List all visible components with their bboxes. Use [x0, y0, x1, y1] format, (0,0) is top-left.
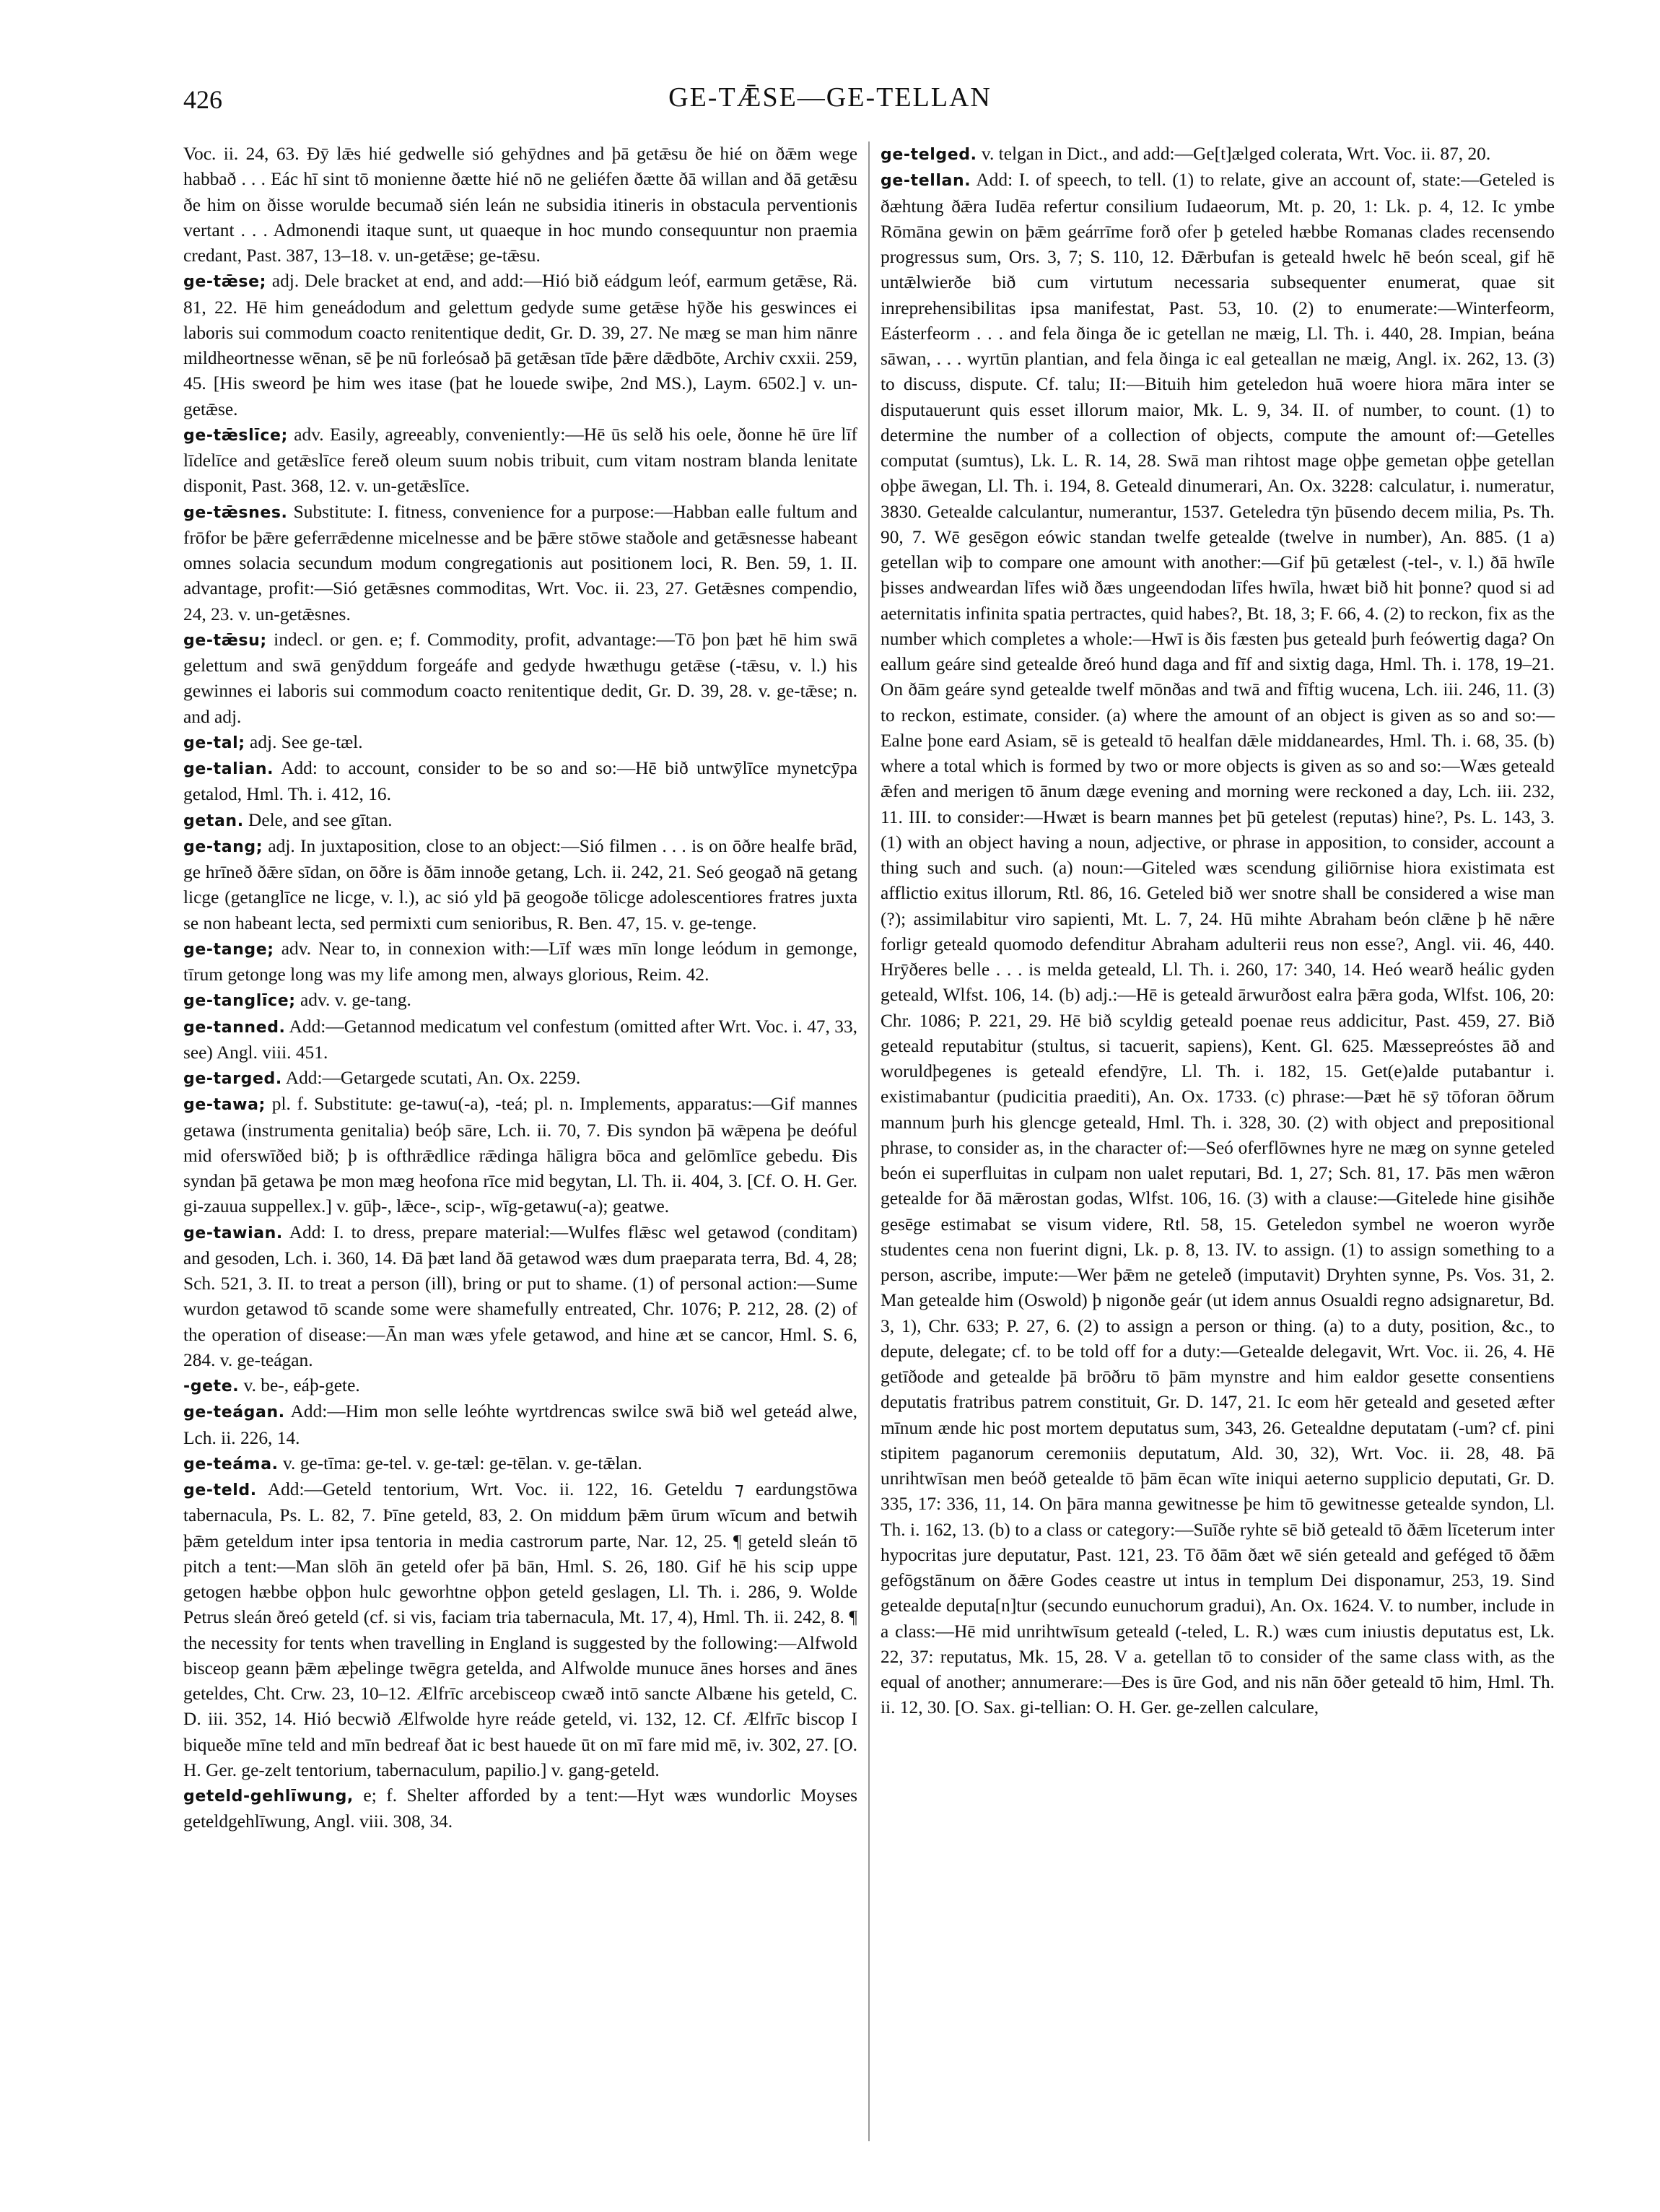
entry-text: v. telgan in Dict., and add:—Ge[t]ælged colerata, Wrt. Voc. ii. 87, 20. [977, 144, 1491, 164]
dictionary-entry [183, 1783, 857, 1835]
entry-text: Add:—Getannod medicatum vel confestum (omitted after Wrt. Voc. i. 47, 33, see) Angl. viii. 451. [183, 1016, 857, 1063]
page-number: 426 [183, 85, 222, 114]
entry-headword: ge-tǣse; [183, 273, 266, 292]
entry-text: Add:—Getargede scutati, An. Ox. 2259. [281, 1068, 581, 1088]
entry-headword: ge-teld. [183, 1481, 257, 1499]
dictionary-entry [183, 1451, 857, 1477]
dictionary-entry [183, 1399, 857, 1451]
entry-text: Add: to account, consider to be so and so:—Hē bið untwȳlīce mynetcȳpa getalod, Hml. Th. i. 412, 16. [183, 758, 857, 805]
entry-text: Add: I. of speech, to tell. (1) to relate, give an account of, state:—Geteled is ðæhtung ðǣra Iudēa refertur consilium Iudaeorum, Mt. p. 20, 1: Lk. p. 4, 12. Ic ymbe Rōmāna gewin on þǣm geárrīme forð ofer þ geteled hæbbe Romanas clades recensendo progressus sum, Ors. 3, 7; S. 110, 12. Ðǣrbufan is geteald hwelc hē beón sceal, gif hē untǣlwierðe bið cum virtutum necessaria subsequenter enumerat, quae sit inreprehensibilitas ipsa manifestat, Past. 53, 10. (2) to enumerate:—Winterfeorm, Eásterfeorm . . . and fela ðinga ðe ic getellan ne mæig, Ll. Th. i. 440, 28. Impian, beána sāwan, . . . wyrtūn plantian, and fela ðinga ic eal geteallan ne mæig, Angl. ix. 262, 13. (3) to discuss, dispute. Cf. talu; II:—Bituih him geteledon huā woere hiora māra inter se disputauerunt quis esset illorum maior, Mk. L. 9, 34. II. of number, to count. (1) to determine the number of a collection of objects, compute the amount of:—Getelles computat (sumtus), Lk. L. R. 14, 28. Swā man rihtost mage oþþe gemetan oþþe getellan oþþe āwegan, Ll. Th. i. 194, 8. Geteald dinumerari, An. Ox. 3228: calculatur, i. numeratur, 3830. Getealde calculantur, numerantur, 1537. Geteledra tȳn þūsendo decem milia, Ps. Th. 90, 7. Wē gesēgon eówic standan twelfe getealde (twelve in number), An. 885. (1 a) getellan wiþ to compare one amount with another:—Gif þū getælest (-tel-, v. l.) ðā hwīle þisses andweardan līfes wið ðæs ungeendodan līfes hwīla, hwæt bið hit þonne? quod si ad aeternitatis infinita spatia pertractes, quid habes?, Bt. 18, 3; F. 66, 4. (2) to reckon, fix as the number which completes a whole:—Hwī is ðis fæsten þus geteald þurh feówertig daga? On eallum geáre sind getealde ðreó hund daga and fīf and sixtig daga, Hml. Th. i. 178, 19–21. On ðām geáre synd getealde twelf mōnðas and twā and fīftig wucena, Lch. iii. 246, 11. (3) to reckon, estimate, consider. (a) where the amount of an object is given as so and so:—Ealne þone eard Asiam, sē is geteald tō healfan dǣle middaneardes, Hml. Th. i. 68, 35. (b) where a total which is formed by two or more objects is given as so and so:—Wæs geteald ǣfen and merigen tō ānum dæge evening and morning were reckoned a day, Lch. iii. 232, 11. III. to consider:—Hwæt is bearn mannes þet þū getelest (reputas) hine?, Ps. L. 143, 3. (1) with an object having a noun, adjective, or phrase in apposition, to consider, account a thing such and such. (a) noun:—Giteled wæs scendung giliōrnise hiora existimata est afflictio exitus illorum, Rtl. 86, 16. Geteled bið wer snotre shall be considered a wise man (?); assimilabitur viro sapienti, Mt. L. 7, 24. Hū mihte Abraham beón clǣne þ hē nǣre forligr geteald quomodo defenditur Abraham adulterii reus non esse?, Angl. vii. 46, 440. Hrȳðeres belle . . . is melda geteald, Ll. Th. i. 260, 17: 340, 14. Heó wearð heálic gyden geteald, Wlfst. 106, 14. (b) adj.:—Hē is geteald ārwurðost ealra þǣra goda, Wlfst. 106, 20: Chr. 1086; P. 221, 29. Hē bið scyldig geteald poenae reus addicitur, Past. 459, 27. Bið geteald reputabitur (stultus, si tacuerit, sapiens), Kent. Gl. 625. Mæssepreóstes āð and woruldþegenes is geteald efendȳre, Ll. Th. i. 182, 15. Get(e)alde putabantur i. existimabantur (pudicitia praediti), An. Ox. 1733. (c) phrase:—Þæt hē sȳ tōforan ōðrum mannum þurh his glencge geteald, Hml. Th. i. 328, 30. (2) with object and prepositional phrase, to consider as, in the character of:—Seó oferflōwnes hyre ne mæg on synne geteled beón ei superfluitas in culpam non ualet reputari, Bd. 1, 27; Sch. 81, 17. Þās men wǣron getealde for ðā mǣrostan godas, Wlfst. 106, 16. (3) with a clause:—Gitelede hine gisihðe gesēge estimabat se visum videre, Rtl. 58, 15. Geteledon symbel ne woeron wyrðe studentes cena non fuerint digni, Lk. p. 8, 13. IV. to assign. (1) to assign something to a person, ascribe, impute:—Wer þǣm ne geteleð (imputavit) Dryhten synne, Ps. Vos. 31, 2. Man getealde him (Oswold) þ nigonðe geár (ut idem annus Osualdi regno adsignaretur, Bd. 3, 1), Chr. 633; P. 27, 6. (2) to assign a person or thing. (a) to a duty, position, &c., to depute, delegate; cf. to be told off for a duty:—Getealde delegavit, Wrt. Voc. ii. 26, 4. Hē getīðode and getealde þā brōðru tō þām mynstre and him ealdor gesette consentiens deputatis fratribus patrem constituit, Gr. D. 147, 21. Ic eom hēr geteald and geseted æfter mīnum ænde hic post mortem deputatus sum, 343, 26. Getealdne deputatam (-um? cf. pini stipitem paganorum ceremoniis deputatum, Ald. 30, 32), Wrt. Voc. ii. 28, 48. Þā unrihtwīsan men beóð getealde tō þām ēcan wīte iniqui aeterno supplicio deputati, Gr. D. 335, 17: 336, 11, 14. On þāra manna gewitnesse þe him tō gewitnesse getealde syndon, Ll. Th. i. 162, 13. (b) to a class or category:—Suīðe ryhte sē bið geteald tō ðǣm līceterum inter hypocritas jure deputatur, Past. 121, 23. Tō ðām ðæt wē sién geteald and geféged tō ðǣm gefōgstānum on ðǣre Godes ceastre ut intus in templum Dei disponamur, 253, 19. Sind getealde deputa[n]tur (secundo eunuchorum gradui), An. Ox. 1624. V. to number, include in a class:—Hē mid unrihtwīsum geteald (-teled, L. R.) wæs cum iniustis deputatus est, Lk. 22, 37: reputatus, Mk. 15, 28. V a. getellan tō to consider of the same class with, as the equal of another; annumerare:—Ðes is ūre God, and nis nān ōðer geteald tō him, Hml. Th. ii. 12, 30. [O. Sax. gi-tellian: O. H. Ger. ge-zellen calculare, [881, 170, 1555, 1718]
entry-text: adv. v. ge-tang. [295, 990, 411, 1011]
entry-headword: geteld-gehlīwung, [183, 1788, 354, 1806]
dictionary-entry [881, 141, 1555, 167]
entry-headword: ge-tawa; [183, 1096, 266, 1115]
entry-headword: getan. [183, 811, 244, 830]
dictionary-entry [183, 1373, 857, 1399]
entry-text: adj. See ge-tæl. [245, 731, 363, 752]
entry-text: Dele, and see gītan. [243, 809, 393, 830]
entry-headword: ge-talian. [183, 760, 274, 778]
entry-text: v. ge-tīma: ge-tel. v. ge-tæl: ge-tēlan. v. ge-tǣlan. [278, 1453, 642, 1473]
dictionary-entry [183, 627, 857, 730]
entry-headword: ge-tal; [183, 733, 245, 752]
entry-headword: ge-telged. [881, 146, 977, 164]
entry-text: Voc. ii. 24, 63. Ðȳ lǣs hié gedwelle sió gehȳdnes and þā getǣsu ðe hié on ðǣm wege habbað . . . Eác hī sint tō monienne ðætte hié nō ne geliéfen ðætte ðā willan and ðā getǣsu ðe him on ðisse worulde becumað sién leán ne subsidia itineris in obstacula perventionis vertant . . . Admonendi itaque sunt, ut quaeque in hoc mundo consequuntur non praemia credant, Past. 387, 13–18. v. un-getǣse; ge-tǣsu. [183, 144, 857, 266]
entry-headword: ge-tanned. [183, 1018, 286, 1037]
left-column [183, 141, 857, 1835]
entry-headword: ge-targed. [183, 1070, 282, 1088]
dictionary-entry [183, 730, 857, 756]
right-column [881, 141, 1555, 1721]
dictionary-entry [183, 141, 857, 269]
entry-text: Add:—Him mon selle leóhte wyrtdrencas swilce swā bið wel geteád alwe, Lch. ii. 226, 14. [183, 1401, 857, 1448]
entry-text: pl. f. Substitute: ge-tawu(-a), -teá; pl. n. Implements, apparatus:—Gif mannes getawa (instrumenta genitalia) beóþ sāre, Lch. ii. 70, 7. Ðis syndon þā wǣpena þe deóful mid oferswīðed bið; þ is ofthrǣdlice rǣdinga hāligra bōca and gelōmlīce gebedu. Ðis syndan þā getawa þe mon mæg heofona rīce mid begytan, Ll. Th. ii. 404, 3. [Cf. O. H. Ger. gi-zauua suppellex.] v. gūþ-, lǣce-, scip-, wīg-getawu(-a); geatwe. [183, 1094, 857, 1217]
entry-text: Substitute: I. fitness, convenience for a purpose:—Habban ealle fultum and frōfor be þǣre geferrǣdenne micelnesse and be þǣre stōwe staðole and getǣsnesse habeant omnes solacia secundum modum congregationis aut positionem loci, R. Ben. 59, 1. II. advantage, profit:—Sió getǣsnes commoditas, Wrt. Voc. ii. 23, 27. Getǣsnes compendio, 24, 23. v. un-getǣsnes. [183, 501, 857, 624]
dictionary-entry [183, 1220, 857, 1374]
running-head: GE-TǢSE—GE-TELLAN [668, 82, 992, 113]
dictionary-entry [183, 936, 857, 988]
entry-text: adj. In juxtaposition, close to an object:—Sió filmen . . . is on ōðre healfe brād, ge hrīneð ðǣre sīdan, on ōðre is ðām innoðe getang, Lch. ii. 242, 21. Seó geogað nā getang licge (getanglīce ne licge, v. l.), ac sió yld þā geogoðe tōlicge adolescentiores fratres juxta se non habeant lecta, sed permixti cum senioribus, R. Ben. 47, 15. v. ge-tenge. [183, 835, 857, 933]
dictionary-entry [183, 808, 857, 834]
dictionary-entry [183, 756, 857, 808]
dictionary-entry [183, 1477, 857, 1783]
entry-text: Add: I. to dress, prepare material:—Wulfes flǣsc wel getawod (conditam) and gesoden, Lch. i. 360, 14. Ðā þæt land ðā getawod wæs dum praeparata terra, Bd. 4, 28; Sch. 521, 3. II. to treat a person (ill), bring or put to shame. (1) of personal action:—Sume wurdon getawod tō scande some were shamefully entreated, Chr. 1076; P. 212, 28. (2) of the operation of disease:—Ān man wæs yfele getawod, and hine æt se cancor, Hml. S. 6, 284. v. ge-teágan. [183, 1222, 857, 1370]
entry-headword: ge-tǣsnes. [183, 503, 288, 522]
dictionary-entry [183, 1066, 857, 1092]
dictionary-entry [183, 422, 857, 500]
dictionary-entry [183, 834, 857, 936]
entry-headword: ge-tǣslīce; [183, 426, 288, 445]
entry-headword: ge-tellan. [881, 172, 971, 191]
entry-text: adv. Easily, agreeably, conveniently:—Hē ūs selð his oele, ðonne hē ūre līf līdelīce and getǣslīce fereð oleum suum nobis tribuit, cum vitam nostram blanda lenitate disponit, Past. 368, 12. v. un-getǣslīce. [183, 424, 857, 497]
dictionary-entry [183, 269, 857, 422]
entry-headword: -gete. [183, 1377, 240, 1395]
entry-text: indecl. or gen. e; f. Commodity, profit, advantage:—Tō þon þæt hē him swā gelettum and swā genȳddum forgeáfe and gedyde hwæthugu getǣse (-tǣsu, v. l.) his gewinnes ei laboris sui commodum coacto renitentique dedit, Gr. D. 39, 28. v. ge-tǣse; n. and adj. [183, 629, 857, 727]
entry-headword: ge-teáma. [183, 1455, 279, 1473]
dictionary-entry [183, 1014, 857, 1066]
entry-headword: ge-tange; [183, 940, 274, 959]
dictionary-entry [183, 500, 857, 627]
entry-text: Add:—Geteld tentorium, Wrt. Voc. ii. 122, 16. Geteldu ⁊ eardungstōwa tabernacula, Ps. L. 82, 7. Þīne geteld, 83, 2. On middum þǣm ūrum wīcum and betwih þǣm geteldum inter ipsa tentoria in media castrorum parte, Nar. 12, 25. ¶ geteld sleán tō pitch a tent:—Man slōh ān geteld ofer þā bān, Hml. S. 26, 180. Gif hē his scip uppe getogen hæbbe oþþon hulc geworhtne oþþon geteld geslagen, Ll. Th. i. 286, 9. Wolde Petrus sleán ðreó geteld (cf. si vis, faciam tria tabernacula, Mt. 17, 4), Hml. Th. ii. 242, 8. ¶ the necessity for tents when travelling in England is suggested by the following:—Alfwold bisceop geann þǣm æþelinge twēgra geteldа, and Alfwolde munuce ānes horses and ānes geteldes, Cht. Crw. 23, 10–12. Ælfrīc arcebisceop cwæð intō sancte Albæne his geteld, C. D. iii. 352, 14. Hió becwið Ælfwolde hyre reáde geteld, vi. 132, 12. Cf. Ælfrīc biscop I biqueðe mīne teld and mīn bedreaf ðat ic best hauede ūt on mī fare mid mē, iv. 302, 27. [O. H. Ger. ge-zelt tentorium, tabernaculum, papilio.] v. gang-geteld. [183, 1479, 857, 1780]
column-divider [868, 141, 870, 2141]
entry-headword: ge-tǣsu; [183, 631, 267, 650]
entry-headword: ge-tawian. [183, 1224, 283, 1242]
entry-headword: ge-teágan. [183, 1403, 285, 1422]
entry-text: adv. Near to, in connexion with:—Līf wæs mīn longe leódum in gemonge, tīrum getonge long was my life among men, always glorious, Reim. 42. [183, 938, 857, 985]
entry-text: adj. Dele bracket at end, and add:—Hió bið eádgum leóf, earmum getǣse, Rä. 81, 22. Hē him geneádodum and gelettum gedyde sume getǣse hȳðe his geswinces ei laboris sui commodum coacto renitentique dedit, Gr. D. 39, 27. Ne mæg se man him nānre mildheortnesse wēnan, sē þe nū forleósað þā getǣsan tīde þǣre dǣdbōte, Archiv cxxii. 259, 45. [His sweord þe him wes itase (þat he louede swiþe, 2nd MS.), Laym. 6502.] v. un-getǣse. [183, 271, 857, 419]
entry-text: e; f. Shelter afforded by a tent:—Hyt wæs wundorlic Moyses geteldgehlīwung, Angl. viii. 308, 34. [183, 1785, 857, 1832]
dictionary-entry [881, 167, 1555, 1720]
entry-headword: ge-tang; [183, 837, 263, 856]
dictionary-entry [183, 1092, 857, 1219]
entry-text: v. be-, eáþ-gete. [239, 1375, 360, 1395]
dictionary-entry [183, 988, 857, 1014]
entry-headword: ge-tanglīce; [183, 992, 296, 1011]
